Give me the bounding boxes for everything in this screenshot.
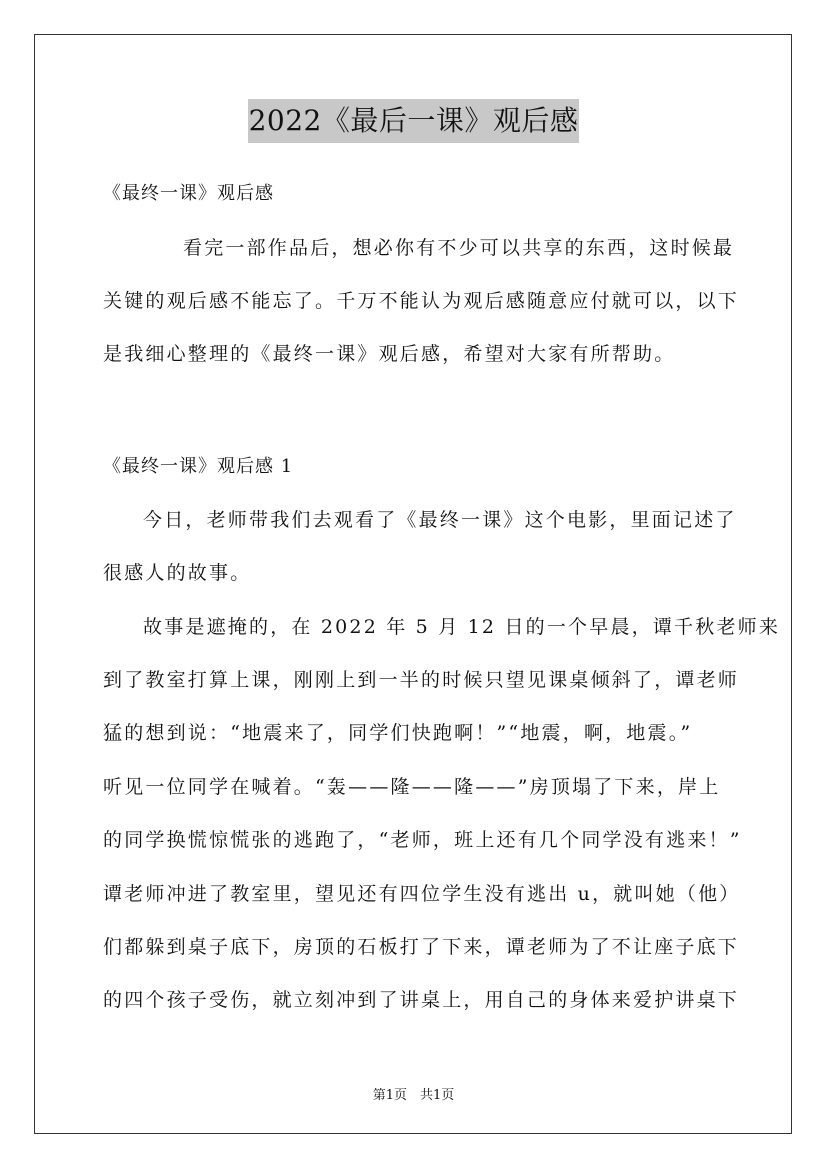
intro-line: 是我细心整理的《最终一课》观后感，希望对大家有所帮助。 bbox=[103, 343, 676, 365]
paragraph-line: 今日，老师带我们去观看了《最终一课》这个电影，里面记述了 bbox=[143, 509, 737, 531]
paragraph-line: 听见一位同学在喊着。“轰——隆——隆——”房顶塌了下来，岸上 bbox=[103, 776, 721, 798]
paragraph-line: 的四个孩子受伤，就立刻冲到了讲桌上，用自己的身体来爱护讲桌下 bbox=[103, 989, 740, 1011]
paragraph-line: 故事是遮掩的，在 2022 年 5 月 12 日的一个早晨，谭千秋老师来 bbox=[143, 616, 781, 638]
paragraph-line: 们都躲到桌子底下，房顶的石板打了下来，谭老师为了不让座子底下 bbox=[103, 936, 740, 958]
section-heading: 《最终一课》观后感 bbox=[103, 183, 274, 204]
section-heading: 《最终一课》观后感 1 bbox=[103, 456, 294, 477]
intro-line: 看完一部作品后，想必你有不少可以共享的东西，这时候最 bbox=[183, 237, 735, 259]
intro-line: 关键的观后感不能忘了。千万不能认为观后感随意应付就可以，以下 bbox=[103, 290, 740, 312]
title-wrapper bbox=[0, 99, 827, 143]
paragraph-line: 很感人的故事。 bbox=[103, 562, 252, 584]
paragraph-line: 猛的想到说：“地震来了，同学们快跑啊！”“地震，啊，地震。” bbox=[103, 722, 693, 744]
page-number: 第1页 共1页 bbox=[372, 1088, 455, 1103]
paragraph-line: 谭老师冲进了教室里，望见还有四位学生没有逃出 u，就叫她（他） bbox=[103, 883, 741, 905]
paragraph-line: 到了教室打算上课，刚刚上到一半的时候只望见课桌倾斜了，谭老师 bbox=[103, 669, 740, 691]
paragraph-line: 的同学换慌惊慌张的逃跑了，“老师，班上还有几个同学没有逃来！” bbox=[103, 829, 742, 851]
document-title: 2022《最后一课》观后感 bbox=[248, 99, 580, 143]
